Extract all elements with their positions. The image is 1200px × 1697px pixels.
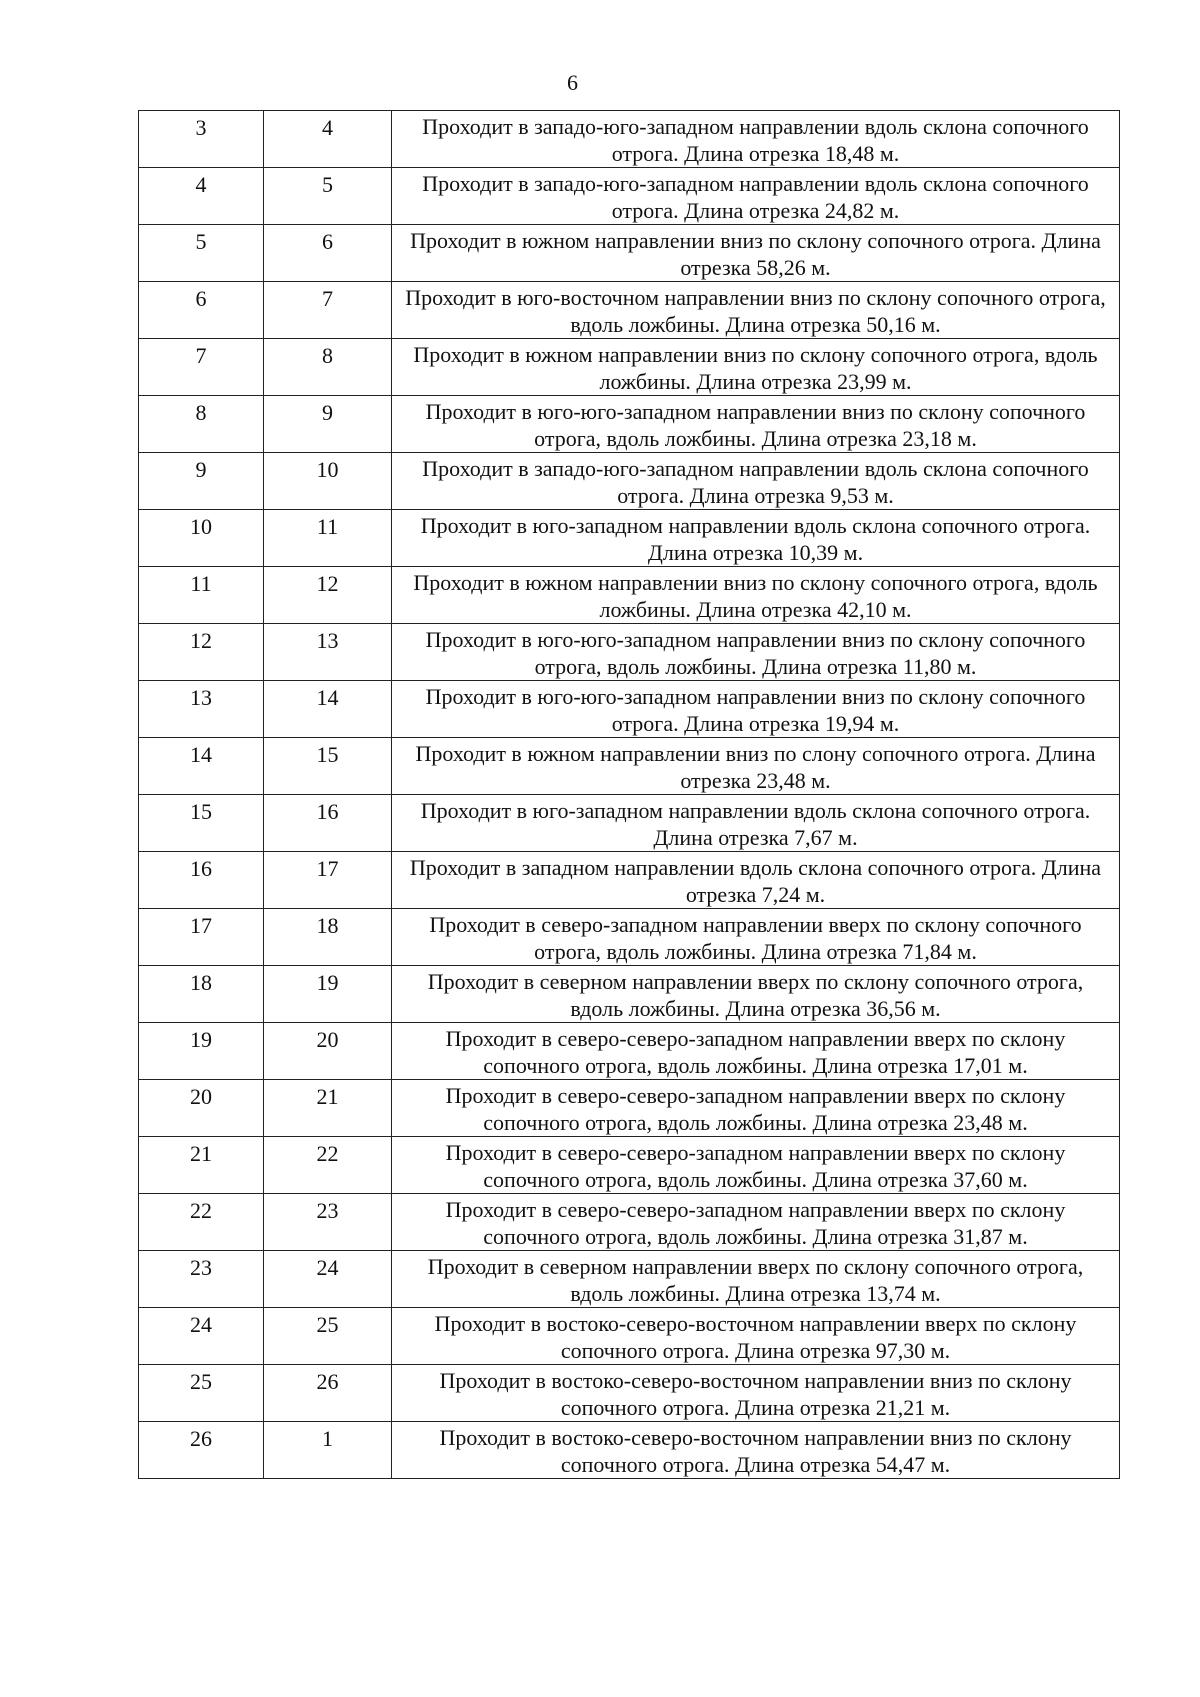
point-from-cell: 5 bbox=[139, 225, 264, 282]
point-to-cell: 15 bbox=[264, 738, 392, 795]
table-row bbox=[139, 567, 1120, 624]
segment-description-cell: Проходит в востоко-северо-восточном направлении вверх по склону сопочного отрога. Длина отрезка 97,30 м. bbox=[392, 1308, 1120, 1365]
table-row bbox=[139, 396, 1120, 453]
segment-description-cell: Проходит в западном направлении вдоль склона сопочного отрога. Длина отрезка 7,24 м. bbox=[392, 852, 1120, 909]
point-to-cell: 16 bbox=[264, 795, 392, 852]
segment-description-cell: Проходит в западо-юго-западном направлении вдоль склона сопочного отрога. Длина отрезка 9,53 м. bbox=[392, 453, 1120, 510]
point-to-cell: 14 bbox=[264, 681, 392, 738]
point-to-cell: 5 bbox=[264, 168, 392, 225]
table-row bbox=[139, 1308, 1120, 1365]
point-from-cell: 23 bbox=[139, 1251, 264, 1308]
point-from-cell: 26 bbox=[139, 1422, 264, 1479]
segment-description-cell: Проходит в северо-северо-западном направлении вверх по склону сопочного отрога, вдоль ложбины. Длина отрезка 31,87 м. bbox=[392, 1194, 1120, 1251]
point-to-cell: 13 bbox=[264, 624, 392, 681]
point-to-cell: 25 bbox=[264, 1308, 392, 1365]
table-row bbox=[139, 624, 1120, 681]
boundary-segments-table bbox=[138, 110, 1120, 1479]
point-from-cell: 6 bbox=[139, 282, 264, 339]
segment-description-cell: Проходит в западо-юго-западном направлении вдоль склона сопочного отрога. Длина отрезка 18,48 м. bbox=[392, 111, 1120, 168]
segment-description-cell: Проходит в южном направлении вниз по слону сопочного отрога. Длина отрезка 23,48 м. bbox=[392, 738, 1120, 795]
point-to-cell: 9 bbox=[264, 396, 392, 453]
point-to-cell: 24 bbox=[264, 1251, 392, 1308]
segment-description-cell: Проходит в северо-северо-западном направлении вверх по склону сопочного отрога, вдоль ложбины. Длина отрезка 37,60 м. bbox=[392, 1137, 1120, 1194]
table-row bbox=[139, 966, 1120, 1023]
table-row bbox=[139, 510, 1120, 567]
point-from-cell: 12 bbox=[139, 624, 264, 681]
point-to-cell: 8 bbox=[264, 339, 392, 396]
table-row bbox=[139, 1194, 1120, 1251]
point-from-cell: 16 bbox=[139, 852, 264, 909]
point-from-cell: 18 bbox=[139, 966, 264, 1023]
segment-description-cell: Проходит в южном направлении вниз по склону сопочного отрога, вдоль ложбины. Длина отрезка 23,99 м. bbox=[392, 339, 1120, 396]
point-to-cell: 22 bbox=[264, 1137, 392, 1194]
point-to-cell: 10 bbox=[264, 453, 392, 510]
segment-description-cell: Проходит в западо-юго-западном направлении вдоль склона сопочного отрога. Длина отрезка 24,82 м. bbox=[392, 168, 1120, 225]
segment-description-cell: Проходит в северо-западном направлении вверх по склону сопочного отрога, вдоль ложбины. Длина отрезка 71,84 м. bbox=[392, 909, 1120, 966]
table-row bbox=[139, 1137, 1120, 1194]
point-from-cell: 15 bbox=[139, 795, 264, 852]
table-row bbox=[139, 909, 1120, 966]
point-to-cell: 4 bbox=[264, 111, 392, 168]
table-row bbox=[139, 795, 1120, 852]
point-to-cell: 6 bbox=[264, 225, 392, 282]
point-to-cell: 23 bbox=[264, 1194, 392, 1251]
point-from-cell: 13 bbox=[139, 681, 264, 738]
point-from-cell: 9 bbox=[139, 453, 264, 510]
point-to-cell: 12 bbox=[264, 567, 392, 624]
table-row bbox=[139, 852, 1120, 909]
point-from-cell: 21 bbox=[139, 1137, 264, 1194]
segment-description-cell: Проходит в северо-северо-западном направлении вверх по склону сопочного отрога, вдоль ложбины. Длина отрезка 17,01 м. bbox=[392, 1023, 1120, 1080]
table-row bbox=[139, 681, 1120, 738]
point-to-cell: 11 bbox=[264, 510, 392, 567]
point-from-cell: 8 bbox=[139, 396, 264, 453]
table-body bbox=[139, 111, 1120, 1479]
segment-description-cell: Проходит в юго-юго-западном направлении вниз по склону сопочного отрога. Длина отрезка 19,94 м. bbox=[392, 681, 1120, 738]
segment-description-cell: Проходит в юго-юго-западном направлении вниз по склону сопочного отрога, вдоль ложбины. Длина отрезка 11,80 м. bbox=[392, 624, 1120, 681]
segment-description-cell: Проходит в юго-восточном направлении вниз по склону сопочного отрога, вдоль ложбины. Длина отрезка 50,16 м. bbox=[392, 282, 1120, 339]
page-number: 6 bbox=[567, 70, 578, 95]
point-from-cell: 25 bbox=[139, 1365, 264, 1422]
table-row bbox=[139, 225, 1120, 282]
point-to-cell: 20 bbox=[264, 1023, 392, 1080]
segment-description-cell: Проходит в северном направлении вверх по склону сопочного отрога, вдоль ложбины. Длина отрезка 13,74 м. bbox=[392, 1251, 1120, 1308]
segment-description-cell: Проходит в востоко-северо-восточном направлении вниз по склону сопочного отрога. Длина отрезка 21,21 м. bbox=[392, 1365, 1120, 1422]
point-to-cell: 26 bbox=[264, 1365, 392, 1422]
point-to-cell: 17 bbox=[264, 852, 392, 909]
point-to-cell: 19 bbox=[264, 966, 392, 1023]
segment-description-cell: Проходит в южном направлении вниз по склону сопочного отрога. Длина отрезка 58,26 м. bbox=[392, 225, 1120, 282]
table-row bbox=[139, 453, 1120, 510]
boundary-segments-table-wrap bbox=[138, 110, 1120, 1479]
point-from-cell: 4 bbox=[139, 168, 264, 225]
segment-description-cell: Проходит в юго-западном направлении вдоль склона сопочного отрога. Длина отрезка 7,67 м. bbox=[392, 795, 1120, 852]
point-from-cell: 17 bbox=[139, 909, 264, 966]
segment-description-cell: Проходит в южном направлении вниз по склону сопочного отрога, вдоль ложбины. Длина отрезка 42,10 м. bbox=[392, 567, 1120, 624]
point-to-cell: 1 bbox=[264, 1422, 392, 1479]
table-row bbox=[139, 738, 1120, 795]
table-row bbox=[139, 1023, 1120, 1080]
point-from-cell: 14 bbox=[139, 738, 264, 795]
segment-description-cell: Проходит в юго-юго-западном направлении вниз по склону сопочного отрога, вдоль ложбины. Длина отрезка 23,18 м. bbox=[392, 396, 1120, 453]
table-row bbox=[139, 1080, 1120, 1137]
table-row bbox=[139, 111, 1120, 168]
point-to-cell: 7 bbox=[264, 282, 392, 339]
table-row bbox=[139, 1422, 1120, 1479]
table-row bbox=[139, 1365, 1120, 1422]
point-from-cell: 22 bbox=[139, 1194, 264, 1251]
table-row bbox=[139, 1251, 1120, 1308]
point-from-cell: 20 bbox=[139, 1080, 264, 1137]
point-from-cell: 10 bbox=[139, 510, 264, 567]
point-from-cell: 19 bbox=[139, 1023, 264, 1080]
table-row bbox=[139, 168, 1120, 225]
point-to-cell: 18 bbox=[264, 909, 392, 966]
segment-description-cell: Проходит в северо-северо-западном направлении вверх по склону сопочного отрога, вдоль ложбины. Длина отрезка 23,48 м. bbox=[392, 1080, 1120, 1137]
point-from-cell: 24 bbox=[139, 1308, 264, 1365]
table-row bbox=[139, 282, 1120, 339]
point-to-cell: 21 bbox=[264, 1080, 392, 1137]
segment-description-cell: Проходит в востоко-северо-восточном направлении вниз по склону сопочного отрога. Длина отрезка 54,47 м. bbox=[392, 1422, 1120, 1479]
point-from-cell: 3 bbox=[139, 111, 264, 168]
segment-description-cell: Проходит в юго-западном направлении вдоль склона сопочного отрога. Длина отрезка 10,39 м. bbox=[392, 510, 1120, 567]
point-from-cell: 11 bbox=[139, 567, 264, 624]
segment-description-cell: Проходит в северном направлении вверх по склону сопочного отрога, вдоль ложбины. Длина отрезка 36,56 м. bbox=[392, 966, 1120, 1023]
point-from-cell: 7 bbox=[139, 339, 264, 396]
table-row bbox=[139, 339, 1120, 396]
